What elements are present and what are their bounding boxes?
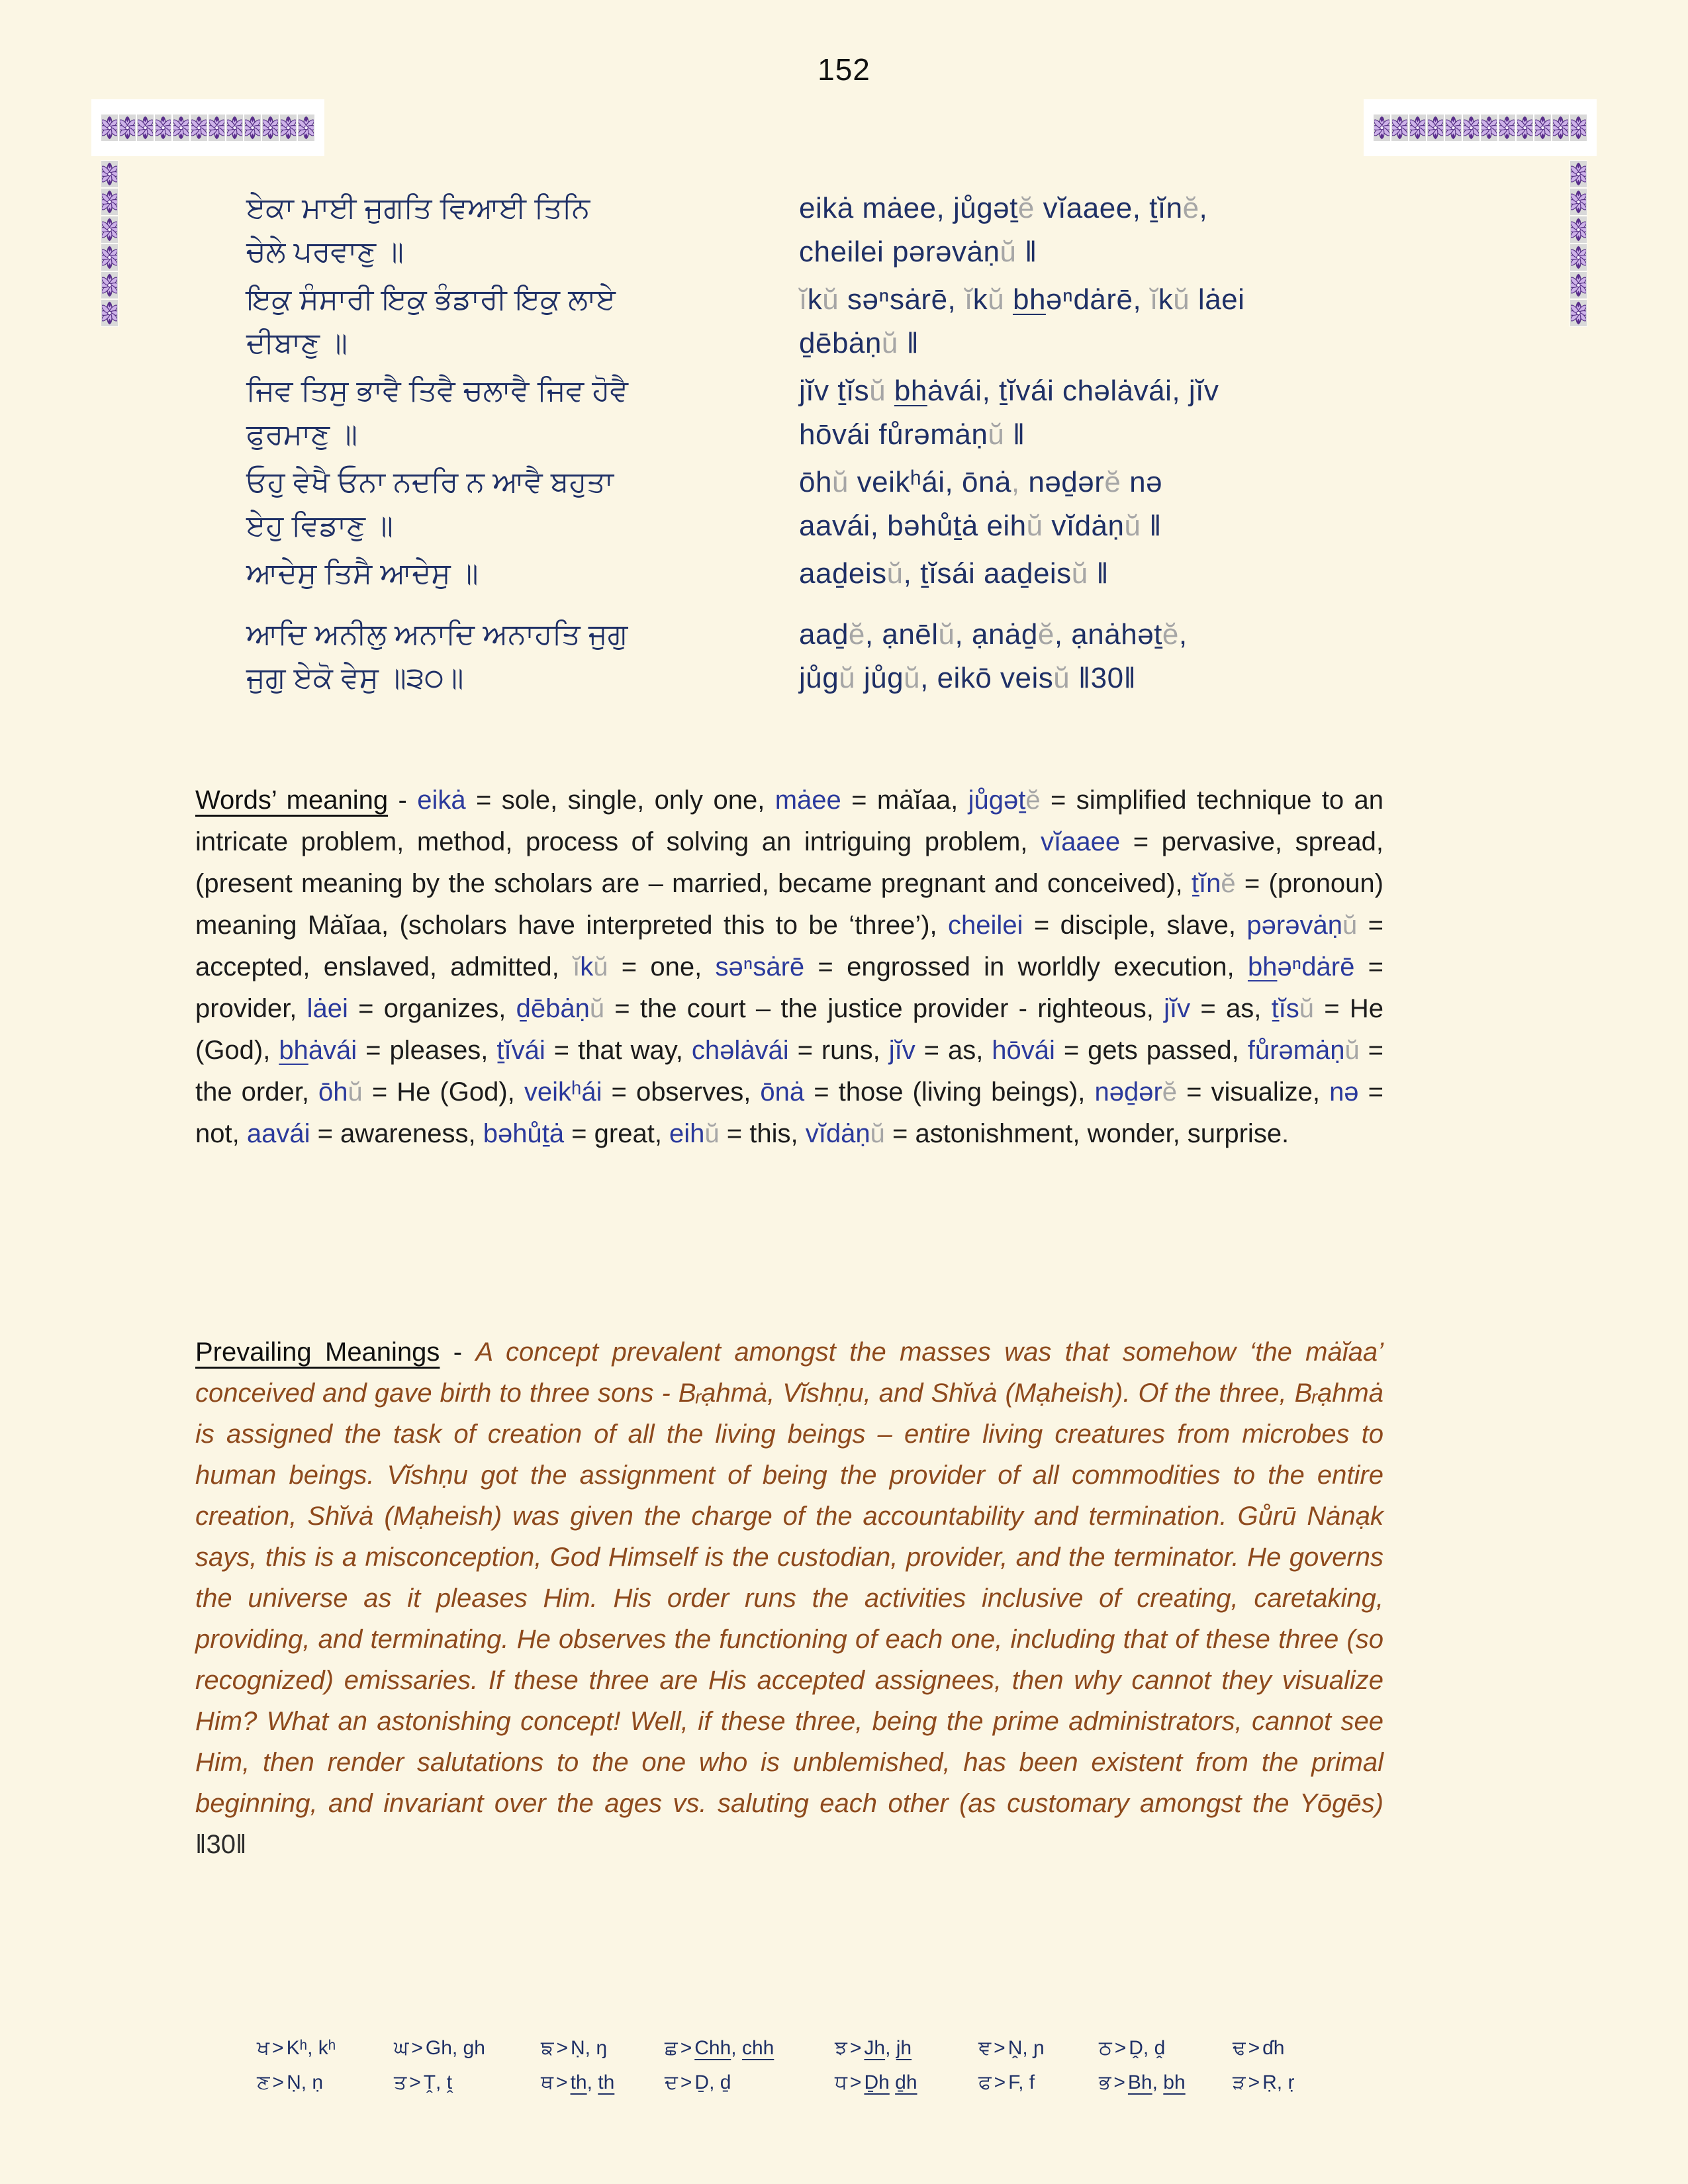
flower-icon <box>102 301 117 325</box>
flower-icon <box>1570 161 1587 187</box>
gurmukhi-verse: ਆਦਿ ਅਨੀਲੁ ਅਨਾਦਿ ਅਨਾਹਤਿ ਜੁਗੁ ਜੁਗੁ ਏਕੋ ਵੇਸੁ ॥੩੦॥ <box>246 618 628 694</box>
verse-row <box>246 187 1385 274</box>
meaning-text: = organizes, <box>348 994 516 1023</box>
flower-icon <box>298 114 314 141</box>
gurbani-term: chəlȧvái <box>691 1036 789 1065</box>
gurbani-term: pərəvȧṇŭ <box>1246 911 1358 940</box>
flower-icon <box>263 116 278 140</box>
flower-icon <box>1571 273 1586 297</box>
words-meaning-segments <box>195 786 1383 1148</box>
floral-strip-horizontal <box>91 99 324 156</box>
flower-icon <box>227 116 242 140</box>
prevailing-meanings-heading: Prevailing Meanings <box>195 1338 440 1367</box>
legend-item <box>394 2037 520 2060</box>
flower-icon <box>1481 114 1497 141</box>
prevailing-meanings-text: A concept prevalent amongst the masses was that somehow ‘the mȧĭaa’ conceived and gave birth to three sons - Bᵣạhmȧ, Vĭshṇu, and Shĭvȧ (Mạheish). Of the three, Bᵣạhmȧ is assigned the task of creation of all the living beings – entire living creatures from microbes to human beings. Vĭshṇu got the assignment of being the provider of all commodities to the entire creation, Shĭvȧ (Mạheish) was given the charge of the accountability and termination. Gůrū Nȧnạk says, this is a misconception, God Himself is the custodian, provider, and the terminator. He governs the universe as it pleases Him. His order runs the activities inclusive of creating, caretaking, providing, and terminating. He observes the functioning of each one, including that of these three (so recognized) emissaries. If these three are His accepted assignees, then why cannot they visualize Him? What an astonishing concept! Well, if these three, being the prime administrators, cannot see Him, then render salutations to the one who is unblemished, has been existent from the primal beginning, and invariant over the ages vs. saluting each other (as customary amongst the Yōgēs) <box>195 1338 1384 1818</box>
meaning-text: = sole, single, only one, <box>465 786 775 815</box>
flower-icon <box>1391 114 1408 141</box>
legend-item <box>1099 2037 1211 2060</box>
flower-icon <box>1481 116 1497 140</box>
gurbani-term: nəḏərĕ <box>1094 1077 1178 1107</box>
verse-row <box>246 552 1385 596</box>
flower-icon <box>1517 114 1533 141</box>
flower-icon <box>173 116 189 140</box>
meaning-text: = astonishment, wonder, surprise. <box>884 1119 1289 1148</box>
flower-icon <box>1427 114 1444 141</box>
flower-icon <box>101 189 118 215</box>
gurbani-term: bhəⁿdȧrē <box>1247 952 1355 981</box>
gurmukhi-verse: ਓਹੁ ਵੇਖੈ ਓਨਾ ਨਦਰਿ ਨ ਆਵੈ ਬਹੁਤਾ ਏਹੁ ਵਿਡਾਣੁ ॥ <box>246 466 614 542</box>
meaning-text: = visualize, <box>1177 1077 1330 1107</box>
flower-icon <box>101 161 118 187</box>
maps-to-symbol: > <box>849 2037 862 2059</box>
legend-item <box>978 2071 1078 2094</box>
flower-icon <box>1570 300 1587 326</box>
legend-latin-value: ɗh <box>1262 2037 1285 2059</box>
flower-icon <box>102 246 117 269</box>
legend-gurmukhi-letter: ਫ <box>978 2071 992 2093</box>
legend-latin-value: Chh, chh <box>694 2037 774 2059</box>
maps-to-symbol: > <box>1248 2037 1260 2059</box>
gurmukhi-verse: ਇਕੁ ਸੰਸਾਰੀ ਇਕੁ ਭੰਡਾਰੀ ਇਕੁ ਲਾਏ ਦੀਬਾਣੁ ॥ <box>246 283 616 359</box>
legend-item <box>1233 2071 1319 2094</box>
legend-gurmukhi-letter: ਧ <box>835 2071 847 2093</box>
flower-icon <box>281 116 296 140</box>
meaning-text: = as, <box>915 1036 992 1065</box>
gurbani-term: vĭaaee <box>1041 827 1121 856</box>
legend-item <box>541 2071 643 2094</box>
flower-icon <box>101 216 118 243</box>
meaning-text: = those (living beings), <box>804 1077 1095 1107</box>
gurbani-term: veikʰái <box>524 1077 602 1107</box>
legend-item <box>835 2071 957 2094</box>
maps-to-symbol: > <box>680 2037 692 2059</box>
gurbani-term: jůgəṯĕ <box>968 786 1041 815</box>
maps-to-symbol: > <box>556 2071 568 2093</box>
gurbani-term: ōnȧ <box>760 1077 805 1107</box>
transliteration-verse: aaḏĕ, ạnēlŭ, ạnȧḏĕ, ạnȧhəṯĕ, jůgŭ jůgŭ, eikō veisŭ ‖30‖ <box>799 618 1188 694</box>
maps-to-symbol: > <box>409 2071 421 2093</box>
flower-icon <box>1445 114 1462 141</box>
verse-block <box>246 187 1385 704</box>
legend-gurmukhi-letter: ਞ <box>978 2037 992 2059</box>
flower-icon <box>101 114 118 141</box>
gurbani-term: ĭkŭ <box>573 952 608 981</box>
legend-item <box>835 2037 957 2060</box>
flower-icon <box>101 272 118 298</box>
meaning-text: = provider, <box>195 952 1383 1023</box>
heading-separator: - <box>388 786 418 815</box>
legend-gurmukhi-letter: ਥ <box>541 2071 554 2093</box>
flower-icon <box>1392 116 1407 140</box>
transliteration-verse: ōhŭ veikʰái, ōnȧ, nəḏərĕ nə aavái, bəhůṯȧ eihŭ vĭdȧṇŭ ‖ <box>799 466 1163 542</box>
flower-icon <box>102 162 117 186</box>
flower-icon <box>1571 190 1586 214</box>
maps-to-symbol: > <box>1113 2071 1125 2093</box>
floral-border-top-right <box>1364 99 1597 327</box>
flower-icon <box>226 114 243 141</box>
meaning-text: = pervasive, spread, (present meaning by the scholars are – married, became pregnant and conceived), <box>195 827 1383 898</box>
meaning-text: = that way, <box>545 1036 692 1065</box>
legend-row <box>257 2071 1395 2094</box>
flower-icon <box>209 114 225 141</box>
gurbani-term: jĭv <box>1164 994 1191 1023</box>
legend-latin-value: Ṱ, ṱ <box>423 2071 453 2093</box>
meaning-text: = pleases, <box>357 1036 497 1065</box>
floral-strip-vertical <box>1570 160 1587 327</box>
flower-icon <box>1571 116 1586 140</box>
legend-item <box>257 2037 373 2060</box>
gurbani-term: ṯĭsŭ <box>1271 994 1315 1023</box>
flower-icon <box>1409 114 1426 141</box>
page-number: 152 <box>818 52 870 87</box>
meaning-text: = great, <box>564 1119 670 1148</box>
meaning-text: = runs, <box>788 1036 889 1065</box>
flower-icon <box>138 116 153 140</box>
legend-gurmukhi-letter: ਢ <box>1233 2037 1246 2059</box>
flower-icon <box>137 114 154 141</box>
meaning-text: = awareness, <box>310 1119 483 1148</box>
verse-row <box>246 278 1385 365</box>
gurbani-term: nə <box>1329 1077 1359 1107</box>
legend-latin-value: Bh, bh <box>1127 2071 1186 2093</box>
legend-latin-value: Ṇ, ŋ <box>571 2037 608 2059</box>
legend-gurmukhi-letter: ਘ <box>394 2037 409 2059</box>
meaning-text: = He (God), <box>362 1077 524 1107</box>
flower-icon <box>1571 218 1586 242</box>
legend-item <box>541 2037 643 2060</box>
flower-icon <box>1570 216 1587 243</box>
flower-icon <box>1463 114 1479 141</box>
meaning-text: = engrossed in worldly execution, <box>804 952 1248 981</box>
gurbani-term: eikȧ <box>417 786 466 815</box>
maps-to-symbol: > <box>849 2071 862 2093</box>
gurbani-term: bəhůṯȧ <box>483 1119 565 1148</box>
legend-item <box>665 2037 814 2060</box>
flower-icon <box>262 114 279 141</box>
legend-latin-value: Ḓ, ḓ <box>1129 2037 1166 2059</box>
flower-icon <box>1499 116 1515 140</box>
flower-icon <box>1428 116 1443 140</box>
heading-separator: - <box>440 1338 476 1367</box>
flower-icon <box>102 273 117 297</box>
legend-gurmukhi-letter: ਙ <box>541 2037 554 2059</box>
meaning-text: = disciple, slave, <box>1023 911 1247 940</box>
legend-latin-value: th, th <box>570 2071 615 2093</box>
flower-icon <box>209 116 224 140</box>
flower-icon <box>101 300 118 326</box>
legend-gurmukhi-letter: ੜ <box>1233 2071 1246 2093</box>
verse-row <box>246 461 1385 548</box>
maps-to-symbol: > <box>272 2037 284 2059</box>
legend-gurmukhi-letter: ਖ <box>257 2037 270 2059</box>
legend-gurmukhi-letter: ਠ <box>1099 2037 1112 2059</box>
transliteration-verse: jĭv ṯĭsŭ bhȧvái, ṯĭvái chəlȧvái, jĭv hōvái fůrəmȧṇŭ ‖ <box>799 375 1219 451</box>
legend-latin-value: Ḏ, ḏ <box>694 2071 731 2093</box>
legend-gurmukhi-letter: ਭ <box>1099 2071 1111 2093</box>
floral-strip-vertical <box>101 160 118 327</box>
legend-latin-value: Ḏh ḏh <box>864 2071 917 2093</box>
flower-icon <box>155 114 171 141</box>
legend-item <box>665 2071 814 2094</box>
flower-icon <box>1535 116 1550 140</box>
maps-to-symbol: > <box>1248 2071 1260 2093</box>
maps-to-symbol: > <box>1114 2037 1127 2059</box>
flower-icon <box>101 244 118 271</box>
gurbani-term: səⁿsȧrē <box>715 952 805 981</box>
gurbani-term: ṯĭvái <box>496 1036 545 1065</box>
flower-icon <box>1571 301 1586 325</box>
flower-icon <box>191 116 207 140</box>
flower-icon <box>102 218 117 242</box>
transliteration-verse: ĭkŭ səⁿsȧrē, ĭkŭ bhəⁿdȧrē, ĭkŭ lȧei ḏēbȧṇŭ ‖ <box>799 283 1245 359</box>
gurbani-term: lȧei <box>306 994 348 1023</box>
gurbani-term: jĭv <box>888 1036 915 1065</box>
flower-icon <box>1464 116 1479 140</box>
legend-latin-value: Ṇ, ṇ <box>287 2071 324 2093</box>
legend-gurmukhi-letter: ਤ <box>394 2071 407 2093</box>
flower-icon <box>1534 114 1551 141</box>
flower-icon <box>102 116 117 140</box>
flower-icon <box>245 116 260 140</box>
words-meaning-heading: Words’ meaning <box>195 786 389 815</box>
meaning-text: = (pronoun) meaning Mȧĭaa, (scholars have interpreted this to be ‘three’), <box>195 869 1383 940</box>
legend-item <box>1099 2071 1211 2094</box>
legend-item <box>257 2071 373 2094</box>
verse-row <box>246 369 1385 457</box>
floral-strip-horizontal <box>1364 99 1597 156</box>
flower-icon <box>120 116 135 140</box>
flower-icon <box>1570 244 1587 271</box>
flower-icon <box>1571 246 1586 269</box>
meaning-text: = simplified technique to an intricate problem, method, process of solving an intriguing problem, <box>195 786 1384 856</box>
legend-gurmukhi-letter: ਛ <box>665 2037 678 2059</box>
flower-icon <box>1571 162 1586 186</box>
maps-to-symbol: > <box>556 2037 569 2059</box>
flower-icon <box>244 114 261 141</box>
meaning-text: = the court – the justice provider - righteous, <box>604 994 1164 1023</box>
gurbani-term: ōhŭ <box>318 1077 363 1107</box>
legend-item <box>978 2037 1078 2060</box>
flower-icon <box>119 114 136 141</box>
flower-icon <box>1570 189 1587 215</box>
flower-icon <box>1552 114 1569 141</box>
verse-number-marker: ‖30‖ <box>195 1830 247 1859</box>
gurmukhi-verse: ਆਦੇਸੁ ਤਿਸੈ ਆਦੇਸੁ ॥ <box>246 557 479 590</box>
legend-row <box>257 2037 1395 2060</box>
legend-gurmukhi-letter: ਣ <box>257 2071 270 2093</box>
maps-to-symbol: > <box>272 2071 285 2093</box>
flower-icon <box>1570 272 1587 298</box>
gurbani-term: eihŭ <box>669 1119 720 1148</box>
prevailing-meanings-paragraph <box>195 1332 1383 1865</box>
legend-item <box>394 2071 520 2094</box>
flower-icon <box>1570 114 1587 141</box>
meaning-text: = the order, <box>195 1036 1384 1107</box>
legend-latin-value: F, f <box>1008 2071 1035 2093</box>
flower-icon <box>191 114 207 141</box>
legend-latin-value: Kʰ, kʰ <box>286 2037 336 2059</box>
maps-to-symbol: > <box>994 2071 1006 2093</box>
flower-icon <box>1374 114 1390 141</box>
gurbani-term: mȧee <box>774 786 841 815</box>
flower-icon <box>1499 114 1515 141</box>
legend-latin-value: Ṛ, ṛ <box>1262 2071 1295 2093</box>
flower-icon <box>1517 116 1532 140</box>
meaning-text: = accepted, enslaved, admitted, <box>195 911 1383 981</box>
meaning-text: = mȧĭaa, <box>841 786 968 815</box>
gurbani-term: cheilei <box>948 911 1023 940</box>
gurbani-term: ṯĭnĕ <box>1191 869 1236 898</box>
flower-icon <box>1446 116 1461 140</box>
gurmukhi-verse: ਜਿਵ ਤਿਸੁ ਭਾਵੈ ਤਿਵੈ ਚਲਾਵੈ ਜਿਵ ਹੋਵੈ ਫੁਰਮਾਣੁ ॥ <box>246 375 628 451</box>
meaning-text: = observes, <box>602 1077 761 1107</box>
meaning-text: = this, <box>719 1119 806 1148</box>
legend-gurmukhi-letter: ਦ <box>665 2071 678 2093</box>
gurbani-term: aavái <box>246 1119 310 1148</box>
transliteration-verse: aaḏeisŭ, ṯĭsái aaḏeisŭ ‖ <box>799 557 1109 590</box>
maps-to-symbol: > <box>411 2037 423 2059</box>
legend-item <box>1233 2037 1319 2060</box>
meaning-text: = one, <box>608 952 716 981</box>
maps-to-symbol: > <box>994 2037 1006 2059</box>
meaning-text: = not, <box>195 1077 1383 1148</box>
flower-icon <box>1374 116 1389 140</box>
flower-icon <box>156 116 171 140</box>
gurbani-term: fůrəmȧṇŭ <box>1247 1036 1360 1065</box>
flower-icon <box>1410 116 1425 140</box>
legend-latin-value: Gh, gh <box>425 2037 485 2059</box>
meaning-text: = as, <box>1190 994 1272 1023</box>
flower-icon <box>280 114 297 141</box>
legend <box>257 2037 1395 2106</box>
legend-latin-value: Jh, jh <box>864 2037 912 2059</box>
meaning-text: = gets passed, <box>1055 1036 1248 1065</box>
legend-latin-value: Ṋ, ɲ <box>1008 2037 1045 2059</box>
maps-to-symbol: > <box>680 2071 692 2093</box>
words-meaning-paragraph <box>195 780 1383 1155</box>
gurbani-term: hōvái <box>992 1036 1055 1065</box>
gurmukhi-verse: ਏਕਾ ਮਾਈ ਜੁਗਤਿ ਵਿਆਈ ਤਿਨਿ ਚੇਲੇ ਪਰਵਾਣੁ ॥ <box>246 192 590 268</box>
meaning-text: = He (God), <box>195 994 1384 1065</box>
gurbani-term: vĭdȧṇŭ <box>805 1119 885 1148</box>
gurbani-term: ḏēbȧṇŭ <box>516 994 605 1023</box>
flower-icon <box>173 114 189 141</box>
flower-icon <box>1553 116 1568 140</box>
verse-row <box>246 613 1385 700</box>
flower-icon <box>299 116 314 140</box>
transliteration-verse: eikȧ mȧee, jůgəṯĕ vĭaaee, ṯĭnĕ, cheilei pərəvȧṇŭ ‖ <box>799 192 1208 268</box>
flower-icon <box>102 190 117 214</box>
gurbani-term: bhȧvái <box>279 1036 357 1065</box>
legend-gurmukhi-letter: ਝ <box>835 2037 847 2059</box>
